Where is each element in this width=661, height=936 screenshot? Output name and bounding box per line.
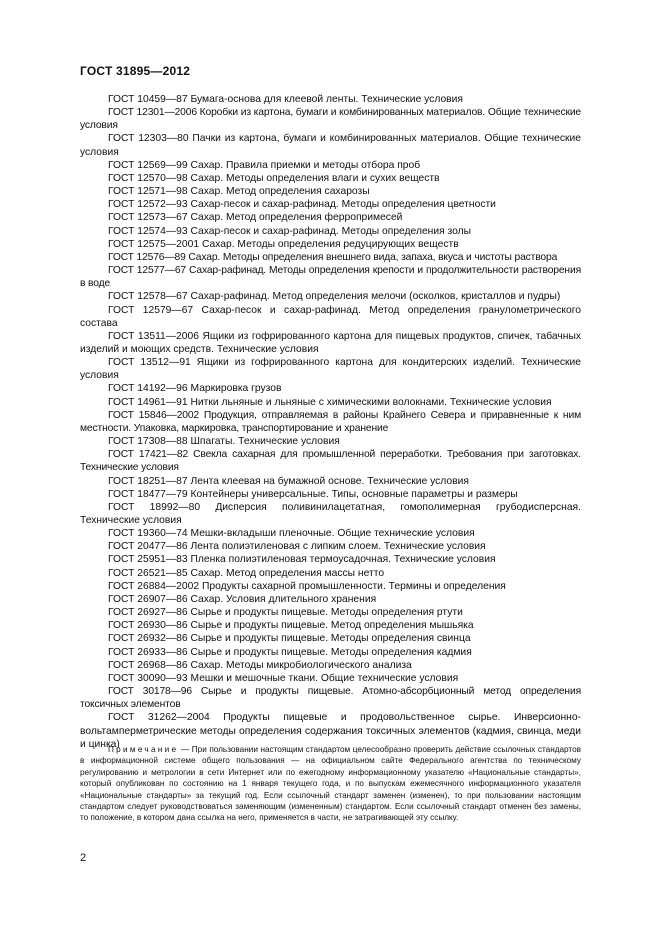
reference-item: ГОСТ 12577—67 Сахар-рафинад. Методы определения крепости и продолжительности растворения в воде [80, 265, 581, 290]
reference-item: ГОСТ 13512—91 Ящики из гофрированного картона для кондитерских изделий. Технические условия [80, 357, 581, 382]
reference-item: ГОСТ 31262—2004 Продукты пищевые и продовольственное сырье. Инверсионно-вольтамперметрические методы определения содержания токсичных элементов (кадмия, свинца, меди и цинка) [80, 712, 581, 750]
reference-item: ГОСТ 18251—87 Лента клеевая на бумажной основе. Технические условия [108, 475, 469, 487]
reference-item: ГОСТ 12571—98 Сахар. Метод определения сахарозы [108, 186, 370, 198]
normative-references-list [80, 93, 581, 751]
reference-item: ГОСТ 13511—2006 Ящики из гофрированного картона для пищевых продуктов, спичек, табачных изделий и моющих средств. Технические условия [80, 330, 581, 355]
reference-item: ГОСТ 12578—67 Сахар-рафинад. Метод определения мелочи (осколков, кристаллов и пудры) [108, 291, 561, 303]
reference-item: ГОСТ 26927—86 Сырье и продукты пищевые. Методы определения ртути [108, 607, 463, 619]
reference-item: ГОСТ 12572—93 Сахар-песок и сахар-рафинад. Методы определения цветности [108, 199, 496, 211]
reference-item: ГОСТ 14192—96 Маркировка грузов [108, 383, 282, 395]
reference-item: ГОСТ 12573—67 Сахар. Метод определения ферропримесей [108, 212, 403, 224]
reference-item: ГОСТ 12301—2006 Коробки из картона, бумаги и комбинированных материалов. Общие технические условия [80, 107, 581, 132]
reference-item: ГОСТ 17421—82 Свекла сахарная для промышленной переработки. Требования при заготовках. Технические условия [80, 449, 581, 474]
reference-item: ГОСТ 26968—86 Сахар. Методы микробиологического анализа [108, 659, 412, 671]
reference-item: ГОСТ 18992—80 Дисперсия поливинилацетатная, гомополимерная грубодисперсная. Технические условия [80, 501, 581, 526]
reference-item: ГОСТ 12575—2001 Сахар. Методы определения редуцирующих веществ [108, 238, 459, 250]
reference-item: ГОСТ 26932—86 Сырье и продукты пищевые. Методы определения свинца [108, 633, 471, 645]
reference-item: ГОСТ 26884—2002 Продукты сахарной промышленности. Термины и определения [108, 580, 506, 592]
reference-item: ГОСТ 12303—80 Пачки из картона, бумаги и комбинированных материалов. Общие технические условия [80, 133, 581, 158]
reference-item: ГОСТ 26907—86 Сахар. Условия длительного хранения [108, 593, 377, 605]
reference-item: ГОСТ 19360—74 Мешки-вкладыши пленочные. Общие технические условия [108, 528, 475, 540]
reference-item: ГОСТ 26933—86 Сырье и продукты пищевые. Методы определения кадмия [108, 646, 472, 658]
reference-item: ГОСТ 12579—67 Сахар-песок и сахар-рафинад. Метод определения гранулометрического состава [80, 304, 581, 329]
reference-item: ГОСТ 12574—93 Сахар-песок и сахар-рафинад. Методы определения золы [108, 225, 472, 237]
reference-item: ГОСТ 10459—87 Бумага-основа для клеевой ленты. Технические условия [108, 94, 463, 105]
reference-item: ГОСТ 30178—96 Сырье и продукты пищевые. Атомно-абсорбционный метод определения токсичных элементов [80, 686, 581, 711]
reference-item: ГОСТ 12570—98 Сахар. Методы определения влаги и сухих веществ [108, 172, 440, 184]
reference-item: ГОСТ 26521—85 Сахар. Метод определения массы нетто [108, 567, 385, 579]
page-number: 2 [80, 852, 87, 864]
note-paragraph [80, 744, 581, 824]
reference-item: ГОСТ 17308—88 Шпагаты. Технические условия [108, 436, 340, 448]
reference-item: ГОСТ 30090—93 Мешки и мешочные ткани. Общие технические условия [108, 672, 459, 684]
reference-item: ГОСТ 26930—86 Сырье и продукты пищевые. Метод определения мышьяка [108, 620, 474, 632]
note-label: Примечание [108, 745, 179, 754]
reference-item: ГОСТ 20477—86 Лента полиэтиленовая с липким слоем. Технические условия [108, 541, 486, 553]
reference-item: ГОСТ 25951—83 Пленка полиэтиленовая термоусадочная. Технические условия [108, 554, 496, 566]
note-text: — При пользовании настоящим стандартом целесообразно проверить действие ссылочных стандартов в информационной системе общего пользования — на официальном сайте Федерального агентства по техническому регулированию и метрологии в сети Интернет или по ежегодному информационному указателю «Национальные стандарты», который опубликован по состоянию на 1 января текущего года, и по выпускам ежемесячного информационного указателя «Национальные стандарты» за текущий год. Если ссылочный стандарт заменен (изменен), то при пользовании настоящим стандартом следует руководствоваться заменяющим (измененным) стандартом. Если ссылочный стандарт отменен без замены, то положение, в котором дана ссылка на него, применяется в части, не затрагивающей эту ссылку. [80, 745, 581, 823]
reference-item: ГОСТ 12569—99 Сахар. Правила приемки и методы отбора проб [108, 159, 421, 171]
reference-item: ГОСТ 14961—91 Нитки льняные и льняные с химическими волокнами. Технические условия [108, 396, 552, 408]
reference-item: ГОСТ 12576—89 Сахар. Методы определения внешнего вида, запаха, вкуса и чистоты раствора [108, 251, 558, 263]
document-header: ГОСТ 31895—2012 [80, 64, 191, 78]
reference-item: ГОСТ 18477—79 Контейнеры универсальные. Типы, основные параметры и размеры [108, 488, 518, 500]
reference-item: ГОСТ 15846—2002 Продукция, отправляемая в районы Крайнего Севера и приравненные к ним местности. Упаковка, маркировка, транспортирование и хранение [80, 409, 581, 434]
